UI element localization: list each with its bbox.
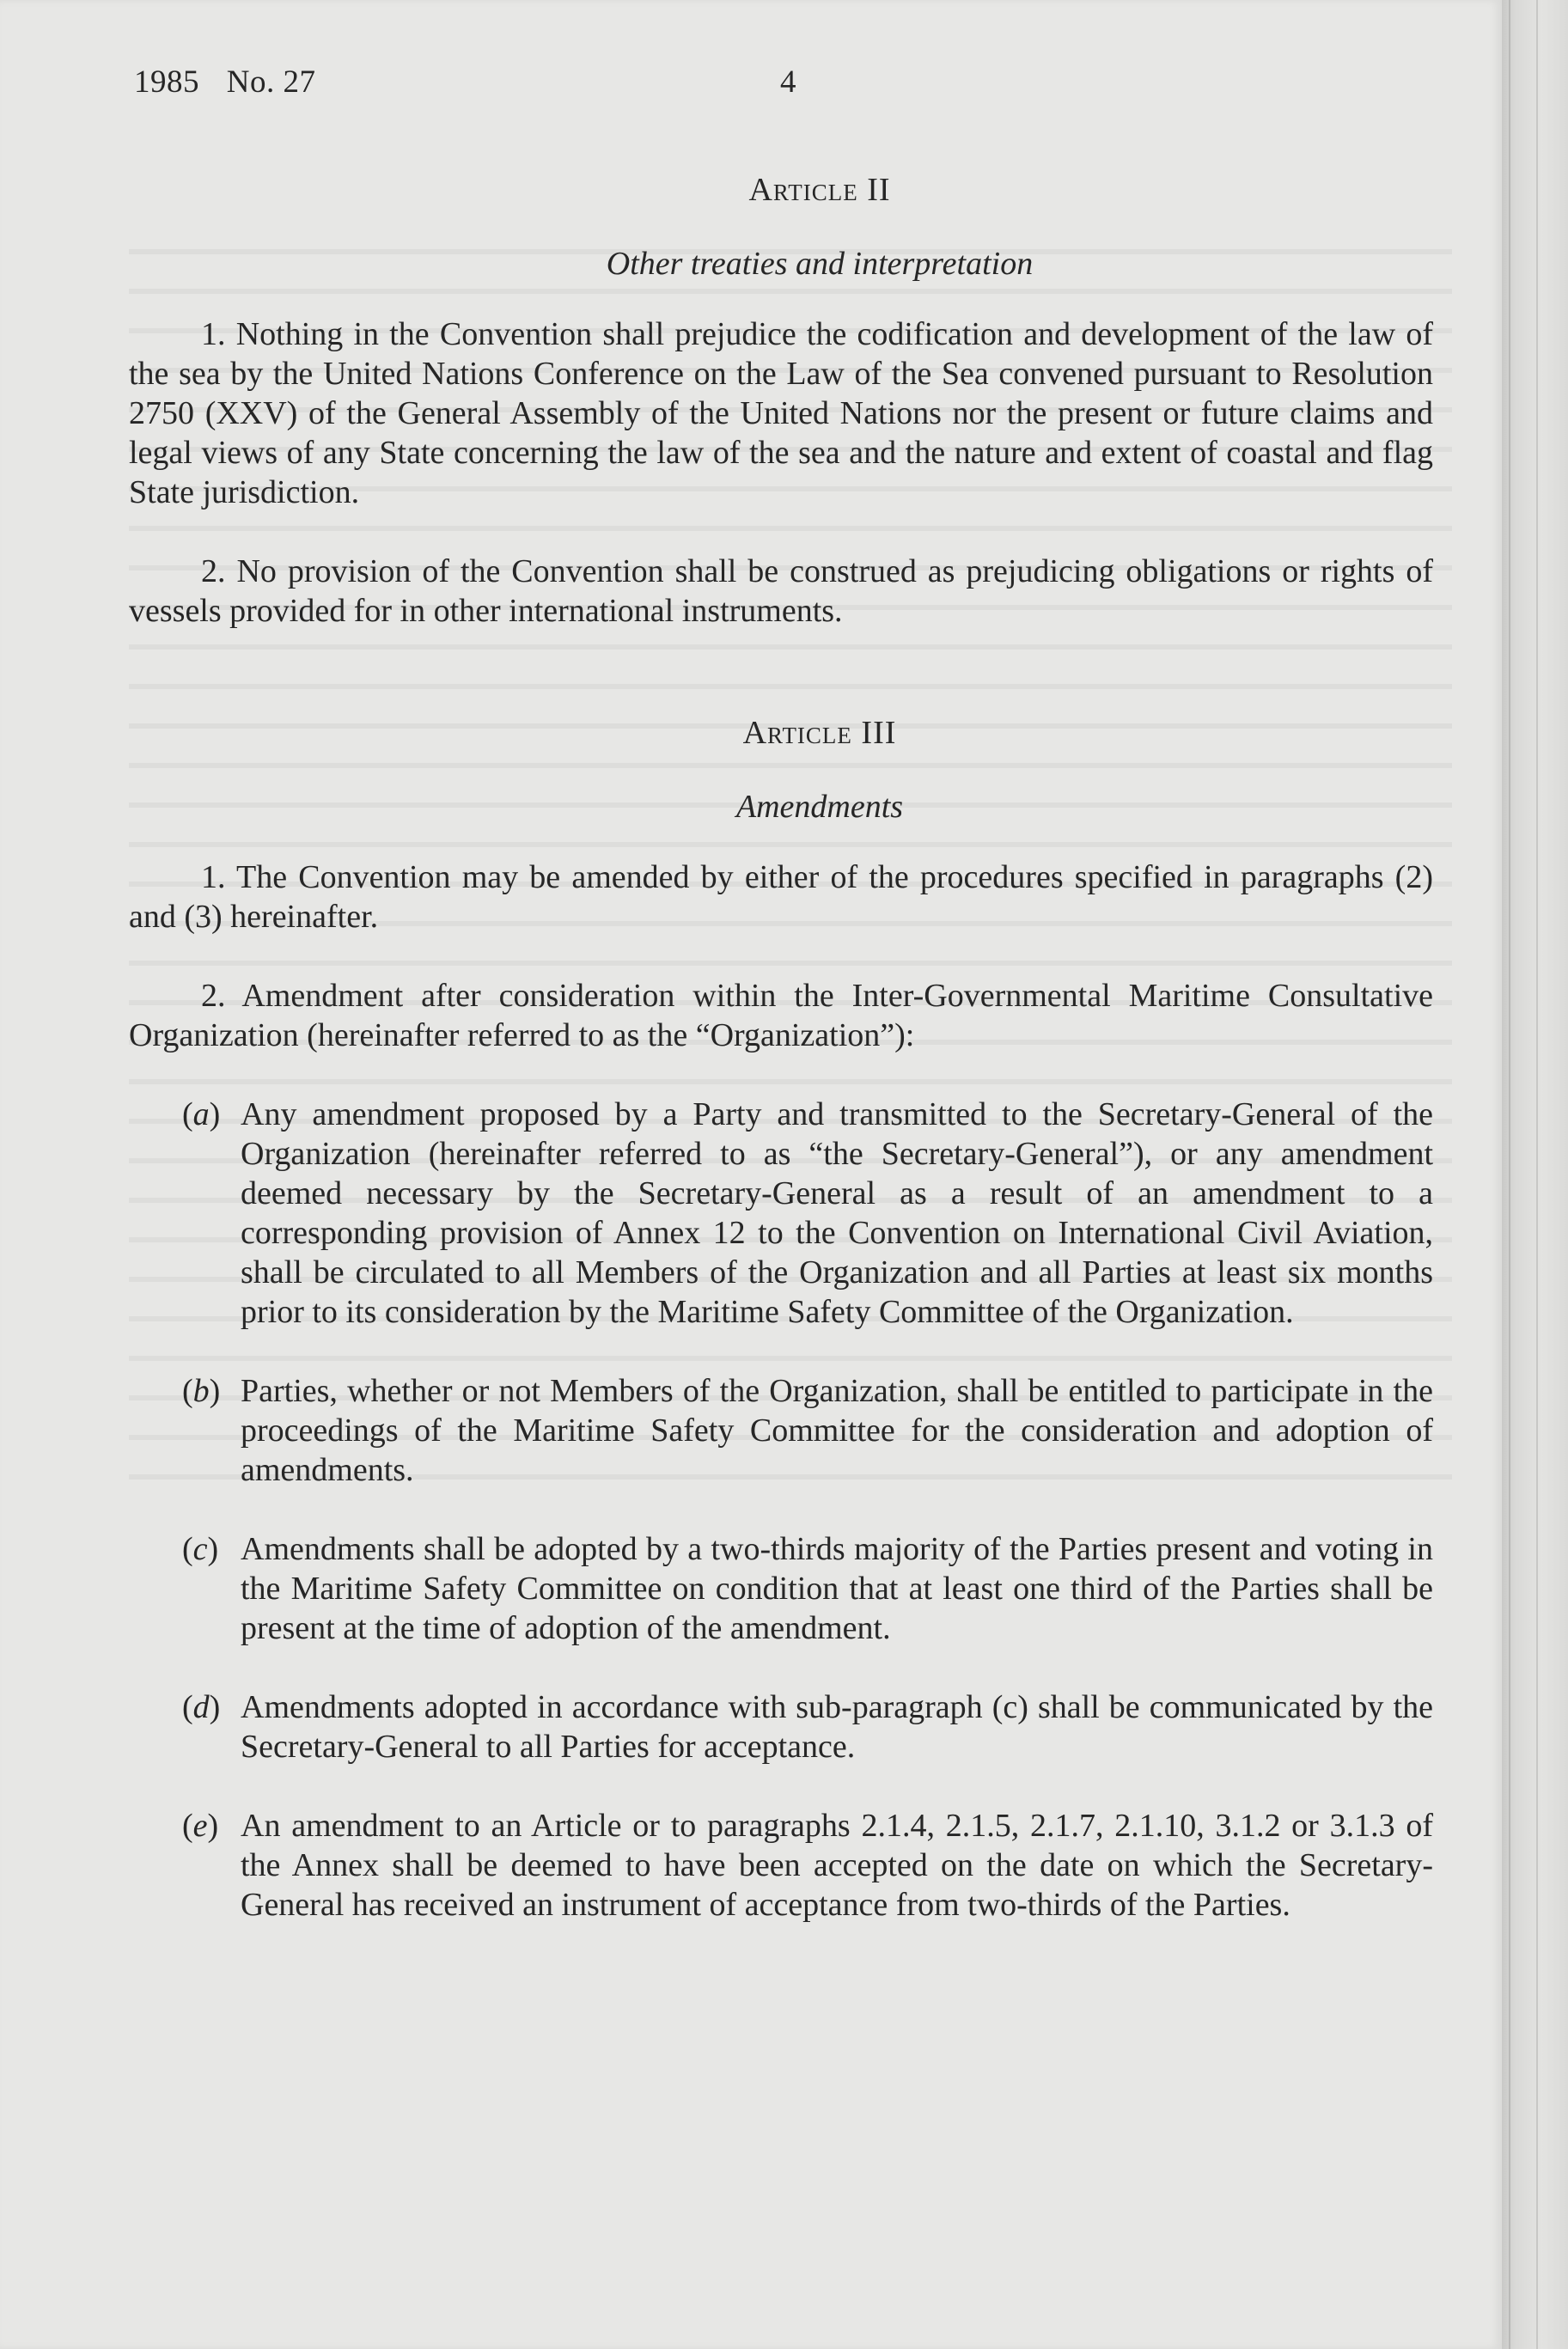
subparagraph-a bbox=[129, 1095, 1433, 1332]
page-body bbox=[129, 170, 1433, 1964]
header-act-number: No. 27 bbox=[226, 64, 316, 100]
page-header bbox=[134, 64, 315, 101]
article-3-paragraph-2: 2. Amendment after consideration within the Inter-Governmental Maritime Consultative Organization (hereinafter referred to as the “Organization”): bbox=[129, 978, 1433, 1053]
article-2-title: Article II bbox=[748, 172, 891, 208]
subparagraph-text: Amendments shall be adopted by a two-thirds majority of the Parties present and voting in the Maritime Safety Committee on condition that at least one third of the Parties shall be present at the time of adoption of the amendment. bbox=[241, 1531, 1433, 1646]
article-spacer bbox=[129, 670, 1433, 713]
header-year: 1985 bbox=[134, 64, 199, 100]
article-3-subtitle: Amendments bbox=[735, 789, 904, 825]
subparagraph-c bbox=[129, 1529, 1433, 1648]
article-2-subtitle: Other treaties and interpretation bbox=[606, 246, 1034, 282]
article-3-paragraph-1: 1. The Convention may be amended by either of the procedures specified in paragraphs (2) and (3) hereinafter. bbox=[129, 859, 1433, 935]
subparagraph-d bbox=[129, 1687, 1433, 1766]
subparagraph-text: An amendment to an Article or to paragraphs 2.1.4, 2.1.5, 2.1.7, 2.1.10, 3.1.2 or 3.1.3 of the Annex shall be deemed to have been accepted on the date on which the Secretary-General has received an instrument of acceptance from two-thirds of the Parties. bbox=[241, 1808, 1433, 1923]
subparagraph-text: Any amendment proposed by a Party and transmitted to the Secretary-General of the Organization (hereinafter referred to as “the Secretary-General”), or any amendment deemed necessary by the Secretary-General as a result of an amendment to a corresponding provision of Annex 12 to the Convention on International Civil Aviation, shall be circulated to all Members of the Organization and all Parties at least six months prior to its consideration by the Maritime Safety Committee of the Organization. bbox=[241, 1096, 1433, 1330]
article-2 bbox=[129, 170, 1433, 631]
page-number: 4 bbox=[780, 64, 796, 100]
subparagraph-marker: (b) bbox=[182, 1373, 221, 1409]
subparagraph-text: Parties, whether or not Members of the Organization, shall be entitled to participate in the proceedings of the Maritime Safety Committee for the consideration and adoption of amendments. bbox=[241, 1373, 1433, 1488]
article-2-paragraph-2: 2. No provision of the Convention shall be construed as prejudicing obligations or rights of vessels provided for in other international instruments. bbox=[129, 553, 1433, 629]
subparagraph-marker: (a) bbox=[182, 1096, 221, 1132]
article-2-paragraph-1: 1. Nothing in the Convention shall prejudice the codification and development of the law of the sea by the United Nations Conference on the Law of the Sea convened pursuant to Resolution 2750 (XXV) of the General Assembly of the United Nations nor the present or future claims and legal views of any State concerning the law of the sea and the nature and extent of coastal and flag State jurisdiction. bbox=[129, 316, 1433, 510]
page-edge-line bbox=[1509, 0, 1510, 2349]
subparagraph-e bbox=[129, 1806, 1433, 1925]
subparagraph-b bbox=[129, 1371, 1433, 1490]
subparagraph-marker: (e) bbox=[182, 1808, 219, 1844]
article-3 bbox=[129, 713, 1433, 1925]
subparagraph-marker: (c) bbox=[182, 1531, 219, 1567]
page-edge-line bbox=[1536, 0, 1538, 2349]
subparagraph-marker: (d) bbox=[182, 1689, 221, 1725]
subparagraph-text: Amendments adopted in accordance with sub-paragraph (c) shall be communicated by the Secretary-General to all Parties for acceptance. bbox=[241, 1689, 1433, 1765]
article-3-title: Article III bbox=[742, 715, 897, 751]
book-page-edge bbox=[1502, 0, 1568, 2349]
